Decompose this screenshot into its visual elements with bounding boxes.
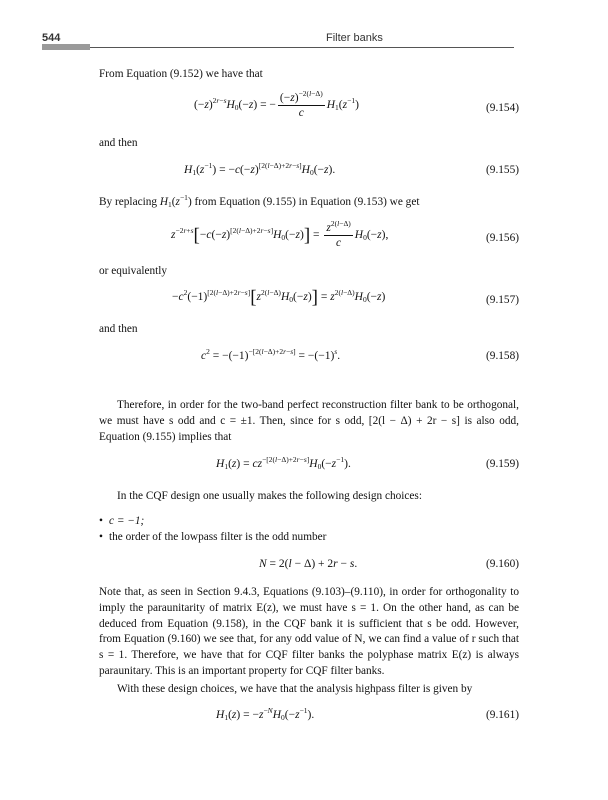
equation-body: $z^{-2r+s}[-c(-z)[2(l-\Delta)+2r-s]H_0(-z)]$ = $\frac{z^{2(l-\Delta)}}{c}$ $H_0(-z)$, [171,219,389,249]
equation-number: (9.161) [486,709,519,721]
equation-body: N = 2(l − Δ) + 2r − s. [259,558,358,570]
paragraph: By replacing $H_1(z^{-1})$ from Equation (9.155) in Equation (9.153) we get [99,193,420,209]
equation-body: $(-z)^{2r-s}H_0(-z)$ = − $\frac{(-z)^{-2(l-\Delta)}}{c}$ $H_1(z^{-1})$ [194,89,359,119]
paragraph: and then [99,323,138,335]
equation-body: $H_1(z^{-1}) = -c(-z)[2(l-\Delta)+2r-s]H_0(-z)$. [184,161,336,177]
text-run: from Equation (9.155) in Equation (9.153) we get [191,196,420,208]
equation-9-154 [99,89,519,126]
equation-9-155 [99,161,519,188]
equation-9-158 [99,347,519,374]
equation-number: (9.159) [486,458,519,470]
header-accent-bar [42,44,90,50]
equation-number: (9.155) [486,164,519,176]
equation-9-160 [99,558,519,582]
equation-number: (9.160) [486,558,519,570]
equation-9-157 [99,287,519,314]
equation-9-156 [99,219,519,258]
paragraph: Note that, as seen in Section 9.4.3, Equations (9.103)–(9.110), in order for orthogonality to imply the paraunitarity of matrix E(z), we must have s = 1. On the other hand, as can be deduced from Equation (9.158), in the CQF bank it is sufficient that s be odd. However, from Equation (9.160) we see that, for any odd value of N, we can find a value of r such that s = 1. Therefore, we have that for CQF filter banks the polyphase matrix E(z) is always paraunitary. This is an important property for CQF filter banks. [99,586,519,677]
equation-9-161 [99,706,519,733]
equation-number: (9.158) [486,350,519,362]
equation-body: $c^2 = -(-1)^{-[2(l-\Delta)+2r-s]} = -(-1)^s$. [201,347,341,362]
running-title: Filter banks [326,32,383,44]
equation-number: (9.156) [486,232,519,244]
list-item-text: the order of the lowpass filter is the odd number [109,531,327,543]
equation-number: (9.157) [486,294,519,306]
paragraph: From Equation (9.152) we have that [99,68,263,80]
list-item [99,530,519,546]
paragraph: With these design choices, we have that the analysis highpass filter is given by [117,683,473,695]
paragraph: and then [99,137,138,149]
paragraph: or equivalently [99,265,168,277]
equation-body: $H_1(z) = -z^{-N}H_0(-z^{-1})$. [216,706,315,722]
page-number: 544 [42,32,61,44]
list-item [99,514,519,530]
list-item-text: c = −1; [109,515,145,527]
equation-body: $-c^2(-1)[2(l-\Delta)+2r-s][z^{2(l-\Delta)}H_0(-z)] = z^{2(l-\Delta)}H_0(-z)$ [172,287,386,308]
equation-9-159 [99,455,519,482]
paragraph: In the CQF design one usually makes the following design choices: [117,490,422,502]
page-header [42,32,514,48]
text-run: By replacing [99,196,160,208]
paragraph: Therefore, in order for the two-band perfect reconstruction filter bank to be orthogonal, we must have s odd and c = ±1. Then, since for s odd, [2(l − Δ) + 2r − s] is also odd, Equation (9.155) implies that [99,399,519,443]
equation-body: $H_1(z) = cz^{-[2(l-\Delta)+2r-s]}H_0(-z^{-1})$. [216,455,351,471]
equation-number: (9.154) [486,102,519,114]
header-rule [90,47,514,48]
